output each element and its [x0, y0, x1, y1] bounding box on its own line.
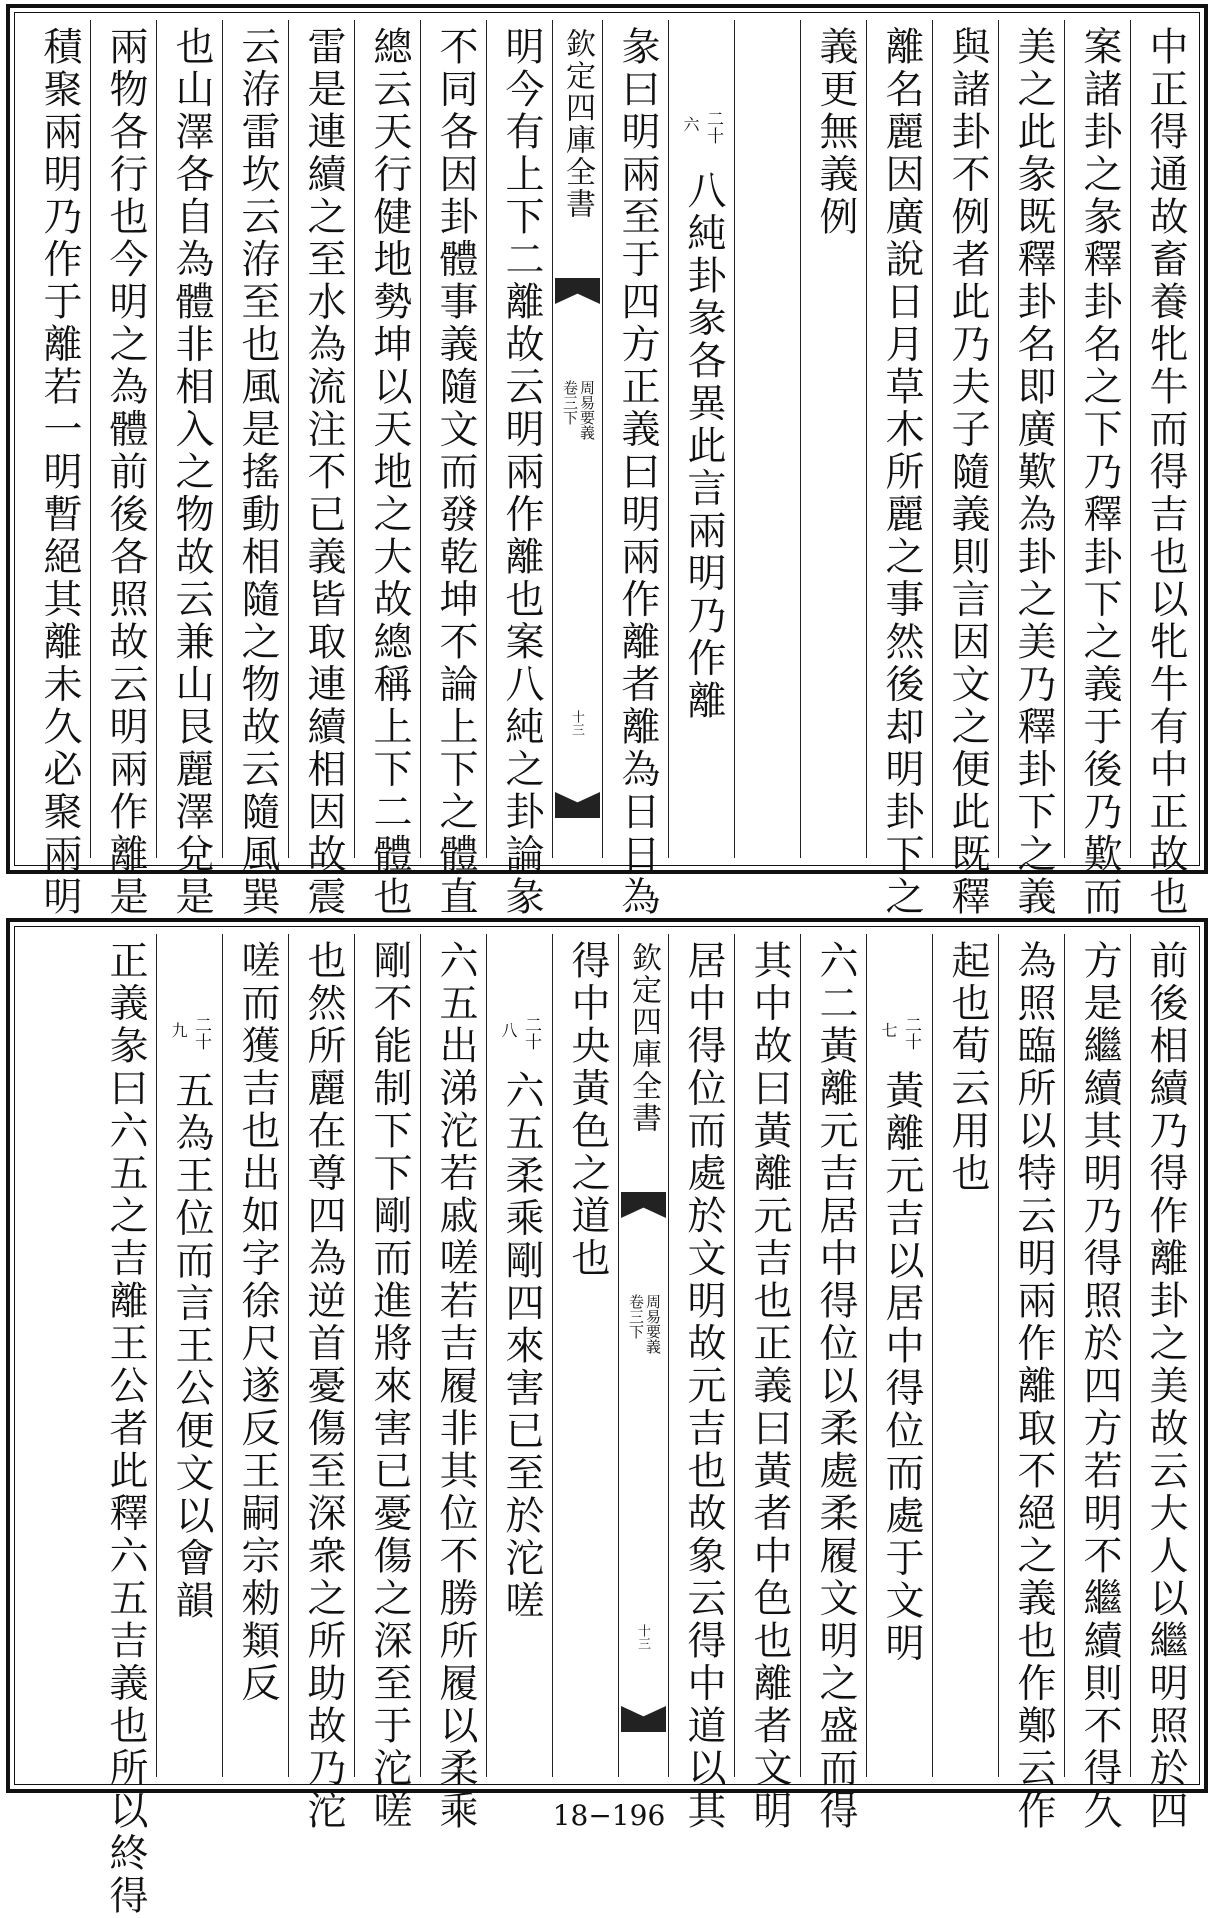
text-column [1130, 934, 1196, 1833]
column-text: 美之此彖既釋卦名即廣歎為卦之美乃釋卦下之義 [1011, 26, 1056, 919]
section-sub-number: 九 [169, 1022, 188, 1038]
column-text: 總云天行健地勢坤以天地之大故總稱上下二體也 [367, 26, 412, 919]
text-column [998, 934, 1064, 1833]
text-column [90, 20, 156, 919]
page-footer-number: 18−196 [552, 1799, 666, 1832]
section-sub-number: 六 [681, 116, 700, 132]
gutter-volume: 卷三下 [627, 1294, 645, 1339]
fish-tail-ornament [555, 278, 600, 304]
column-text: 嗟而獲吉也出如字徐尺遂反王嗣宗勑類反 [235, 940, 280, 1705]
marker-column [866, 934, 932, 1777]
gutter-book-title: 周易要義 [644, 1294, 662, 1354]
fish-tail-ornament [621, 1706, 666, 1732]
column-text: 雷是連續之至水為流注不已義皆取連續相因故震 [301, 26, 346, 919]
column-text: 不同各因卦體事義隨文而發乾坤不論上下之體直 [433, 26, 478, 919]
text-column [222, 934, 288, 1777]
column-text: 義更無義例 [813, 26, 858, 239]
text-column [932, 934, 998, 1777]
column-text: 六五柔乘剛四來害已至於沱嗟 [499, 1070, 544, 1623]
text-column [156, 20, 222, 919]
column-text: 兩物各行也今明之為體前後各照故云明兩作離是 [103, 26, 148, 919]
column-text: 六二黃離元吉居中得位以柔處柔履文明之盛而得 [813, 940, 858, 1833]
column-text: 也山澤各自為體非相入之物故云兼山艮麗澤兌是 [169, 26, 214, 919]
section-sub-number: 七 [879, 1022, 898, 1038]
text-column [354, 20, 420, 919]
column-text: 明今有上下二離故云明兩作離也案八純之卦論彖 [499, 26, 544, 919]
text-column [932, 20, 998, 919]
marker-column [486, 934, 552, 1777]
fish-tail-ornament [621, 1192, 666, 1218]
top-columns [18, 20, 1196, 919]
text-column [288, 934, 354, 1833]
column-text: 方是繼續其明乃得照於四方若明不繼續則不得久 [1077, 940, 1122, 1833]
text-column [24, 20, 90, 919]
column-text: 案諸卦之彖釋卦名之下乃釋卦下之義于後乃歎而 [1077, 26, 1122, 919]
marker-column [668, 20, 734, 858]
column-text: 黃離元吉以居中得位而處于文明 [879, 1070, 924, 1665]
column-text: 八純卦彖各異此言兩明乃作離 [681, 170, 726, 723]
section-number: 二十 [703, 110, 723, 144]
text-column [1064, 20, 1130, 919]
text-column [222, 20, 288, 919]
column-text: 彖曰明兩至于四方正義曰明兩作離者離為日日為 [615, 26, 660, 919]
gutter-page-number: 十三 [635, 1624, 650, 1650]
text-column [734, 20, 800, 858]
text-column [866, 20, 932, 919]
column-text: 五為王位而言王公便文以會韻 [169, 1070, 214, 1623]
text-column [288, 20, 354, 919]
text-column [420, 20, 486, 919]
section-number: 二十 [191, 1016, 211, 1050]
gutter-page-number: 十三 [569, 710, 584, 736]
text-column [1130, 20, 1196, 919]
text-column [800, 20, 866, 858]
text-column [734, 934, 800, 1833]
section-sub-number: 八 [499, 1022, 518, 1038]
column-text: 與諸卦不例者此乃夫子隨義則言因文之便此既釋 [945, 26, 990, 919]
column-text: 六五出涕沱若戚嗟若吉履非其位不勝所履以柔乘 [433, 940, 478, 1833]
text-column [486, 20, 552, 919]
column-text: 正義彖曰六五之吉離王公者此釋六五吉義也所以終得 [103, 940, 148, 1918]
column-text: 云洊雷坎云洊至也風是搖動相隨之物故云隨風巽 [235, 26, 280, 919]
column-text: 中正得通故畜養牝牛而得吉也以牝牛有中正故也 [1143, 26, 1188, 919]
text-column [668, 934, 734, 1833]
text-column [602, 20, 668, 919]
column-text: 剛不能制下下剛而進將來害已憂傷之深至于沱嗟 [367, 940, 412, 1833]
column-text: 離名麗因廣說日月草木所麗之事然後却明卦下之 [879, 26, 924, 919]
text-column [1064, 934, 1130, 1833]
center-gutter [618, 934, 668, 1777]
column-text: 其中故曰黃離元吉也正義曰黃者中色也離者文明 [747, 940, 792, 1833]
gutter-book-title: 周易要義 [578, 380, 596, 440]
gutter-volume: 卷三下 [561, 380, 579, 425]
column-text: 前後相續乃得作離卦之美故云大人以繼明照於四 [1143, 940, 1188, 1833]
gutter-title: 欽定四庫全書 [560, 28, 595, 220]
text-column [90, 934, 156, 1918]
text-column [420, 934, 486, 1833]
column-text: 為照臨所以特云明兩作離取不絕之義也作鄭云作 [1011, 940, 1056, 1833]
section-number: 二十 [521, 1016, 541, 1050]
column-text: 得中央黃色之道也 [565, 940, 610, 1280]
gutter-title: 欽定四庫全書 [626, 942, 661, 1134]
text-column [354, 934, 420, 1833]
marker-column [156, 934, 222, 1777]
column-text: 也然所麗在尊四為逆首憂傷至深衆之所助故乃沱 [301, 940, 346, 1833]
column-text: 積聚兩明乃作于離若一明暫絕其離未久必聚兩明 [37, 26, 82, 919]
column-text: 起也荀云用也 [945, 940, 990, 1195]
top-page-panel [6, 4, 1208, 919]
section-number: 二十 [901, 1016, 921, 1050]
text-column [552, 934, 618, 1777]
fish-tail-ornament [555, 792, 600, 818]
center-gutter [552, 20, 602, 858]
text-column [800, 934, 866, 1833]
column-text: 居中得位而處於文明故元吉也故象云得中道以其 [681, 940, 726, 1833]
text-column [998, 20, 1064, 919]
